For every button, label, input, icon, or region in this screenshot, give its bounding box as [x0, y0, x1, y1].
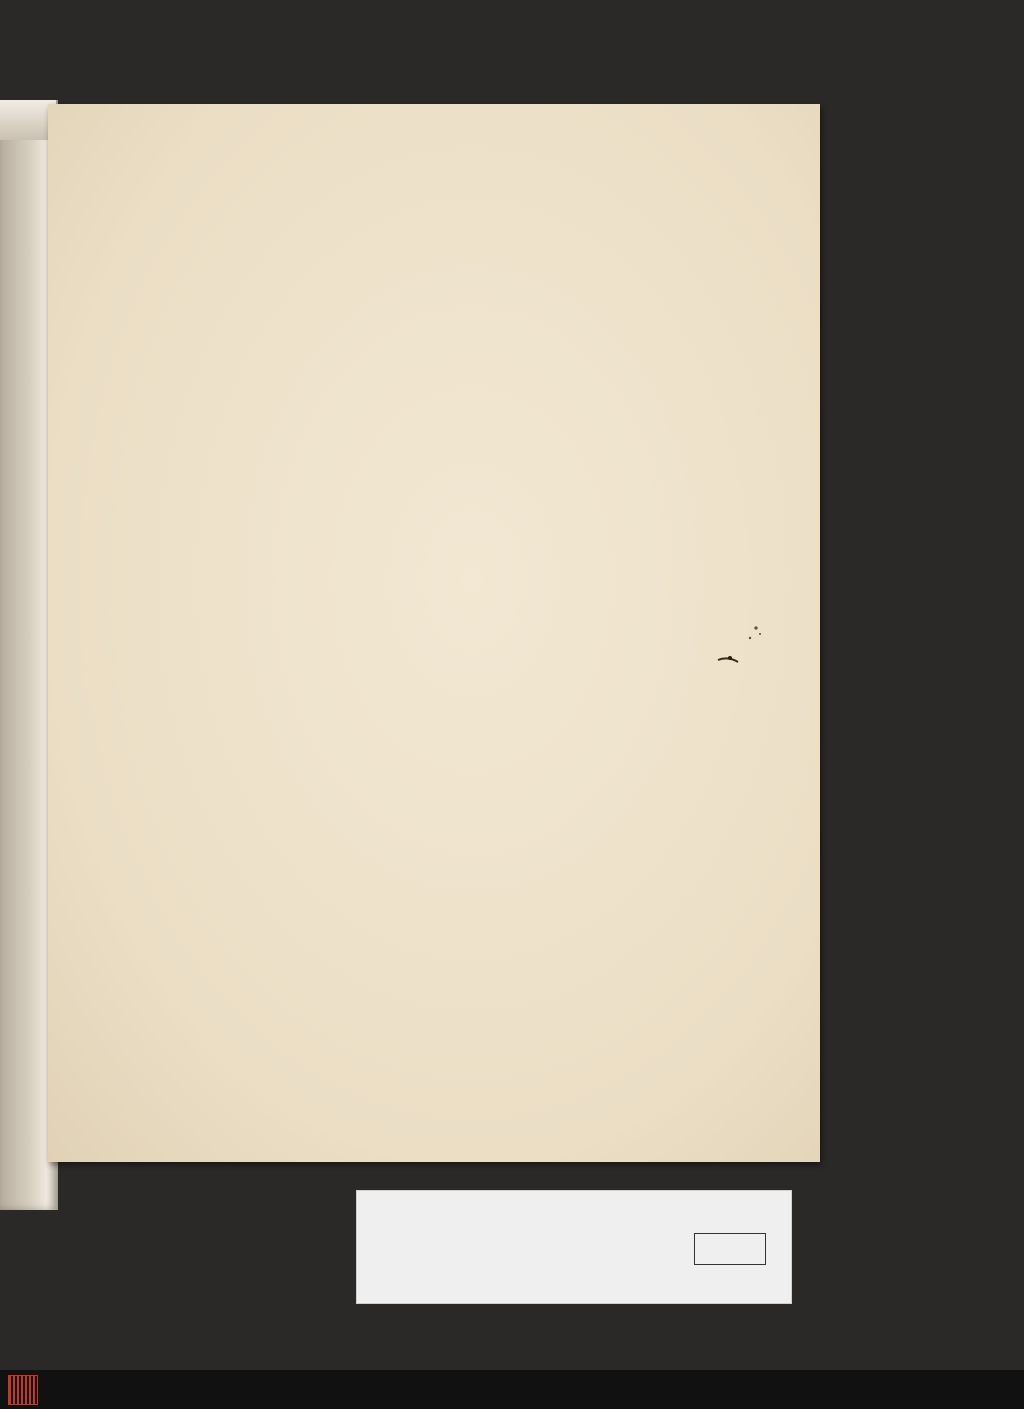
- color-reference-card: [356, 1190, 792, 1304]
- book-page: [48, 104, 820, 1162]
- footer-bar: [0, 1370, 1024, 1409]
- gray-scale-swatches: [694, 1233, 766, 1265]
- ink-specks: [710, 614, 770, 684]
- diglib-logo-icon[interactable]: [8, 1375, 38, 1405]
- ruler-scale: [369, 1233, 601, 1267]
